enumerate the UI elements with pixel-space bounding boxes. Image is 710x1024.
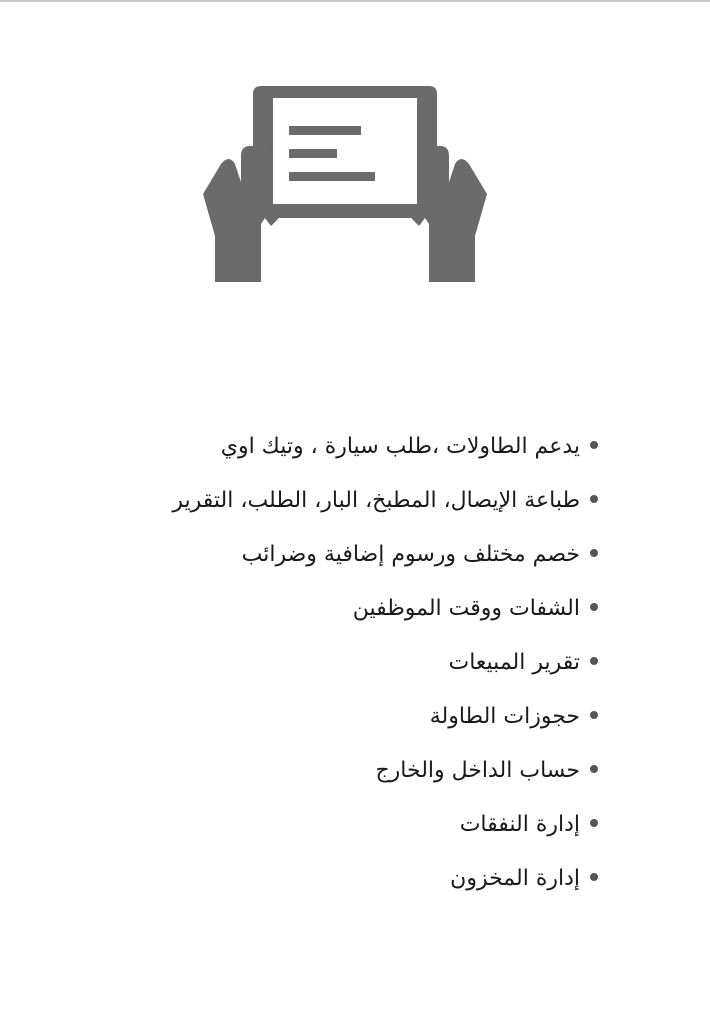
feature-text: خصم مختلف ورسوم إضافية وضرائب [241,542,580,567]
bullet-icon [590,657,598,665]
bullet-icon [590,603,598,611]
hands-holding-tablet-icon [203,86,487,286]
bullet-icon [590,765,598,773]
feature-text: حساب الداخل والخارج [375,758,580,783]
list-item [78,744,598,798]
bullet-icon [590,495,598,503]
feature-text: إدارة النفقات [459,812,580,837]
feature-text: تقرير المبيعات [448,650,580,675]
feature-text: يدعم الطاولات ،طلب سيارة ، وتيك اوي [220,434,580,459]
feature-text: طباعة الإيصال، المطبخ، البار، الطلب، التقرير [172,488,580,513]
feature-list [78,420,598,906]
bullet-icon [590,441,598,449]
tablet-illustration [203,86,487,286]
feature-text: الشفات ووقت الموظفين [352,596,580,621]
bullet-icon [590,819,598,827]
list-item [78,420,598,474]
bullet-icon [590,549,598,557]
list-item [78,474,598,528]
bullet-icon [590,711,598,719]
list-item [78,690,598,744]
list-item [78,636,598,690]
feature-text: إدارة المخزون [450,866,580,891]
list-item [78,798,598,852]
list-item [78,528,598,582]
bullet-icon [590,873,598,881]
top-divider [0,0,710,2]
feature-text: حجوزات الطاولة [429,704,580,729]
list-item [78,582,598,636]
list-item [78,852,598,906]
